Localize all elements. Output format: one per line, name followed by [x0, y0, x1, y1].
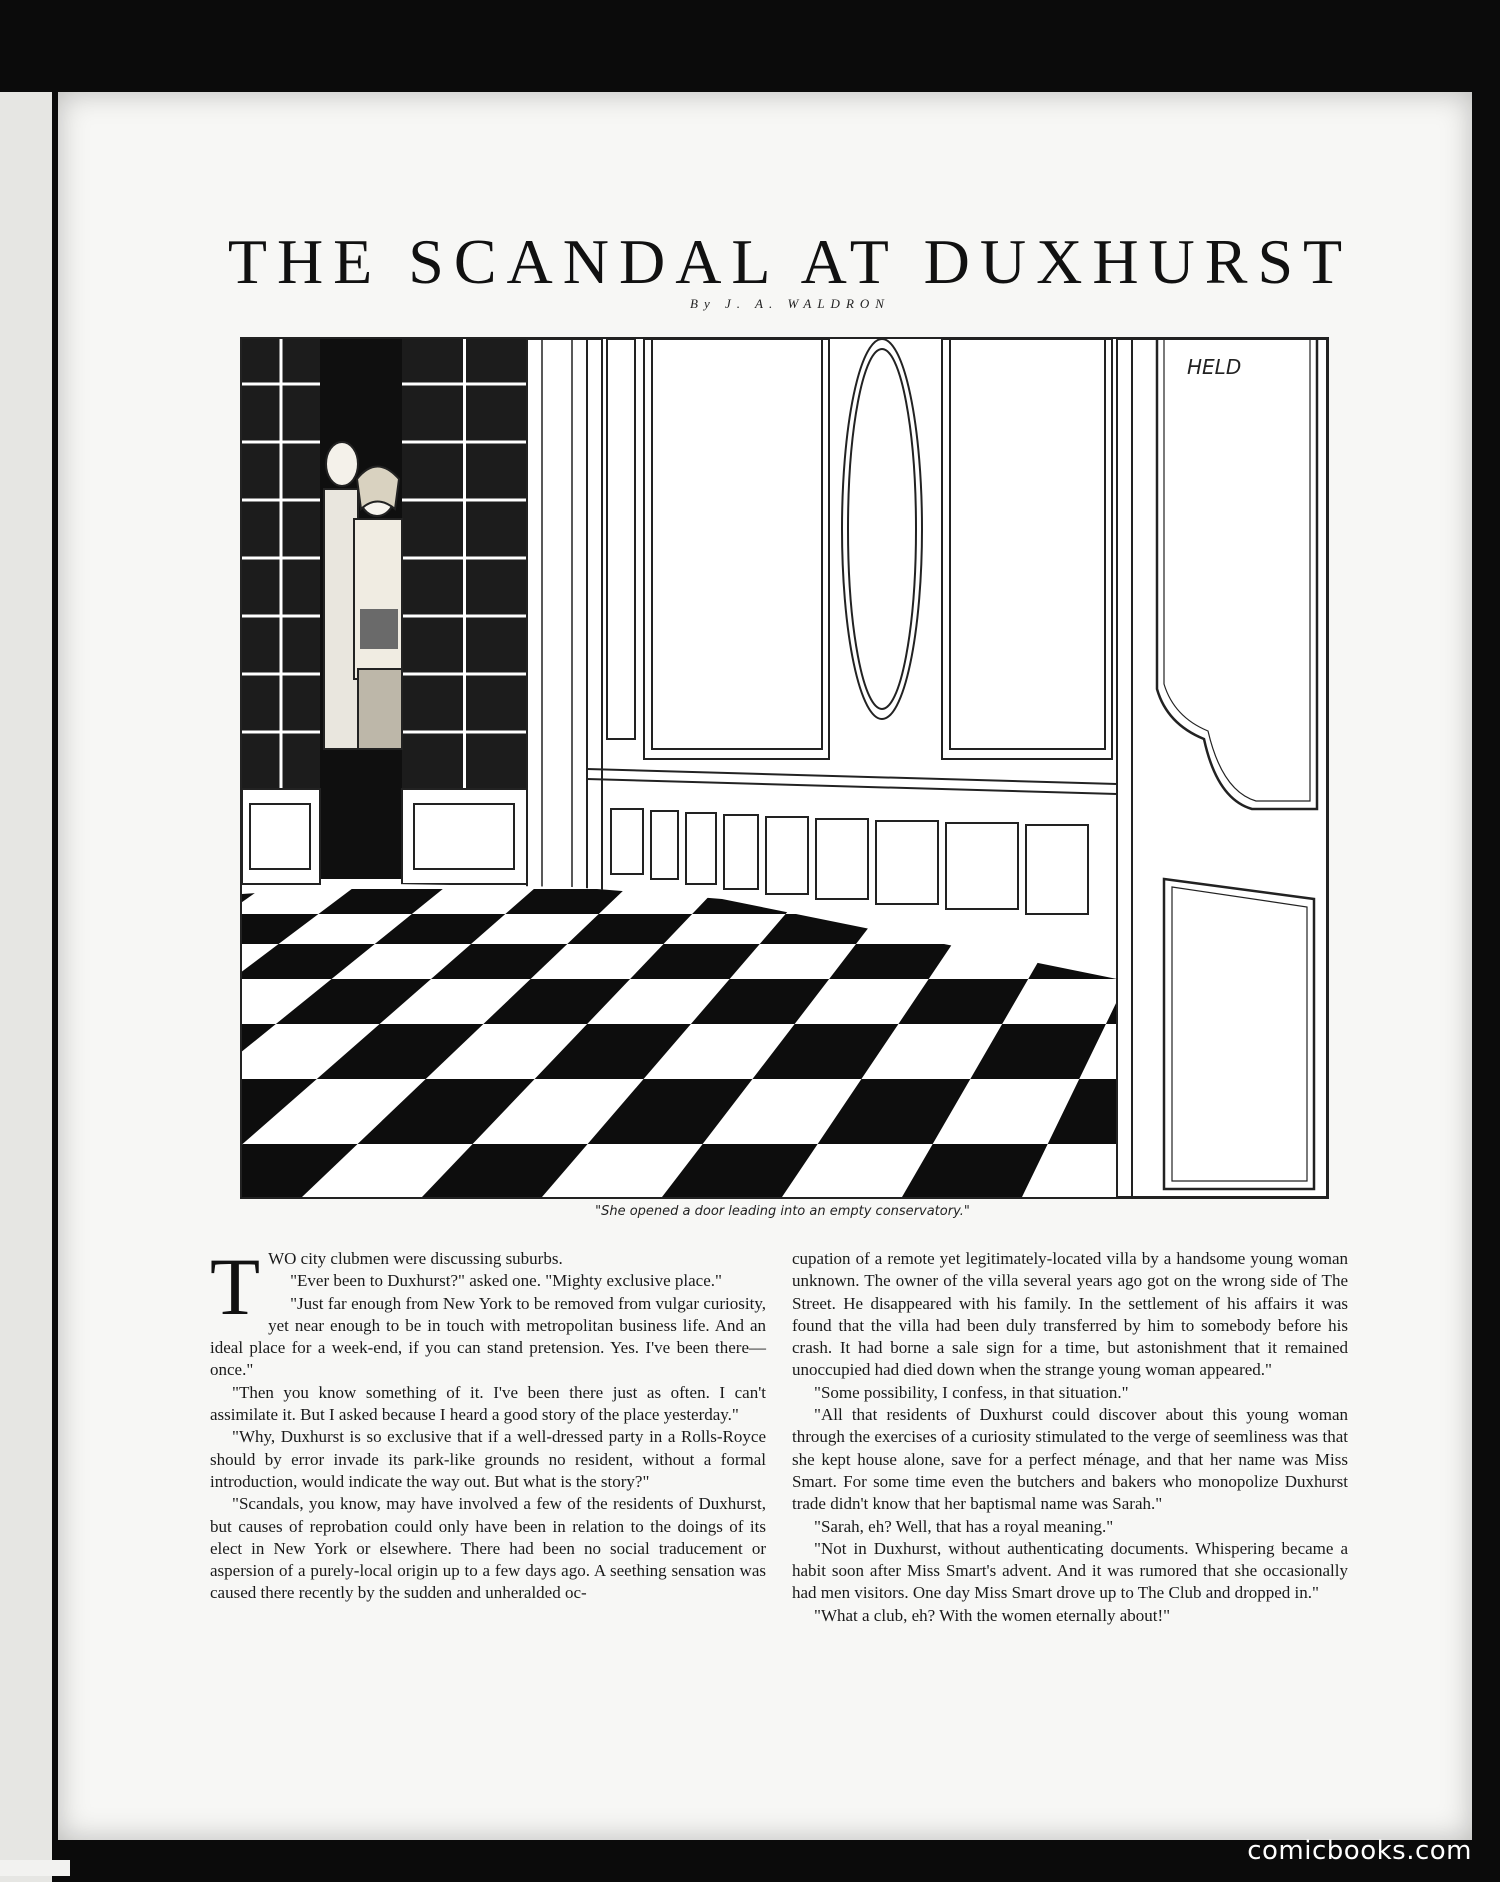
- page-tab: [0, 1860, 70, 1876]
- article-byline: By J. A. WALDRON: [690, 296, 890, 311]
- paragraph: "What a club, eh? With the women eternally about!": [814, 1605, 1171, 1625]
- paragraph: "All that residents of Duxhurst could discover about this young woman through the exercises of a curiosity stimulated to the verge of seemliness was that she kept house alone, save for a perfect ménage, and that her name was Miss Smart. For some time even the butchers and bakers who monopolize Duxhurst trade didn't know that her baptismal name was Sarah.": [792, 1405, 1348, 1514]
- conservatory-illustration: [242, 339, 1327, 1197]
- illustration-caption: "She opened a door leading into an empty conservatory.": [595, 1204, 970, 1219]
- paragraph: "Not in Duxhurst, without authenticating documents. Whispering became a habit soon after Miss Smart's advent. And it was rumored that she occasionally had men visitors. One day Miss Smart drove up to The Club and dropped in.": [792, 1538, 1348, 1603]
- facing-page-edge: [0, 92, 52, 1882]
- paragraph: "Just far enough from New York to be removed from vulgar curiosity, yet near enough to be in touch with metropolitan business life. And an ideal place for a week-end, if you can stand pretension. Yes. I've been there—once.": [210, 1293, 766, 1380]
- paragraph: "Ever been to Duxhurst?" asked one. "Mighty exclusive place.": [290, 1271, 722, 1291]
- paragraph: TWO city clubmen were discussing suburbs.: [210, 1241, 563, 1332]
- article-title: THE SCANDAL AT DUXHURST: [227, 226, 1353, 297]
- paragraph: "Sarah, eh? Well, that has a royal meaning.": [814, 1516, 1114, 1536]
- illustrator-signature: HELD: [1187, 355, 1242, 379]
- drop-cap: T: [210, 1241, 261, 1332]
- paragraph: "Then you know something of it. I've been there just as often. I can't assimilate it. But I asked because I heard a good story of the place yesterday.": [210, 1382, 766, 1425]
- paragraph: "Some possibility, I confess, in that situation.": [814, 1382, 1129, 1402]
- left-column: [210, 1241, 766, 1605]
- paragraph: "Why, Duxhurst is so exclusive that if a well-dressed party in a Rolls-Royce should by error invade its park-like grounds no resident, without a formal introduction, would indicate the way out. But what is the story?": [210, 1427, 766, 1491]
- paragraph: cupation of a remote yet legitimately-located villa by a handsome young woman unknown. The owner of the villa several years ago got on the wrong side of The Street. He disappeared with his family. In the settlement of his affairs it was found that the villa had been duly transferred by him to somebody before his crash. It had borne a sale sign for a time, but astonishment that it remained unoccupied had died down when the strange young woman appeared.": [792, 1249, 1348, 1380]
- open-door: [1117, 339, 1327, 1197]
- watermark: comicbooks.com: [1247, 1836, 1472, 1866]
- paragraph: "Scandals, you know, may have involved a few of the residents of Duxhurst, but causes of reprobation could only have been in relation to the doings of its elect in New York or elsewhere. There had been no social traducement or aspersion of a purely-local origin up to a few days ago. A seething sensation was caused there recently by the sudden and unheralded oc-: [210, 1494, 766, 1603]
- peeking-figures: [324, 442, 402, 749]
- illustration: [240, 337, 1329, 1199]
- right-column: [792, 1248, 1348, 1627]
